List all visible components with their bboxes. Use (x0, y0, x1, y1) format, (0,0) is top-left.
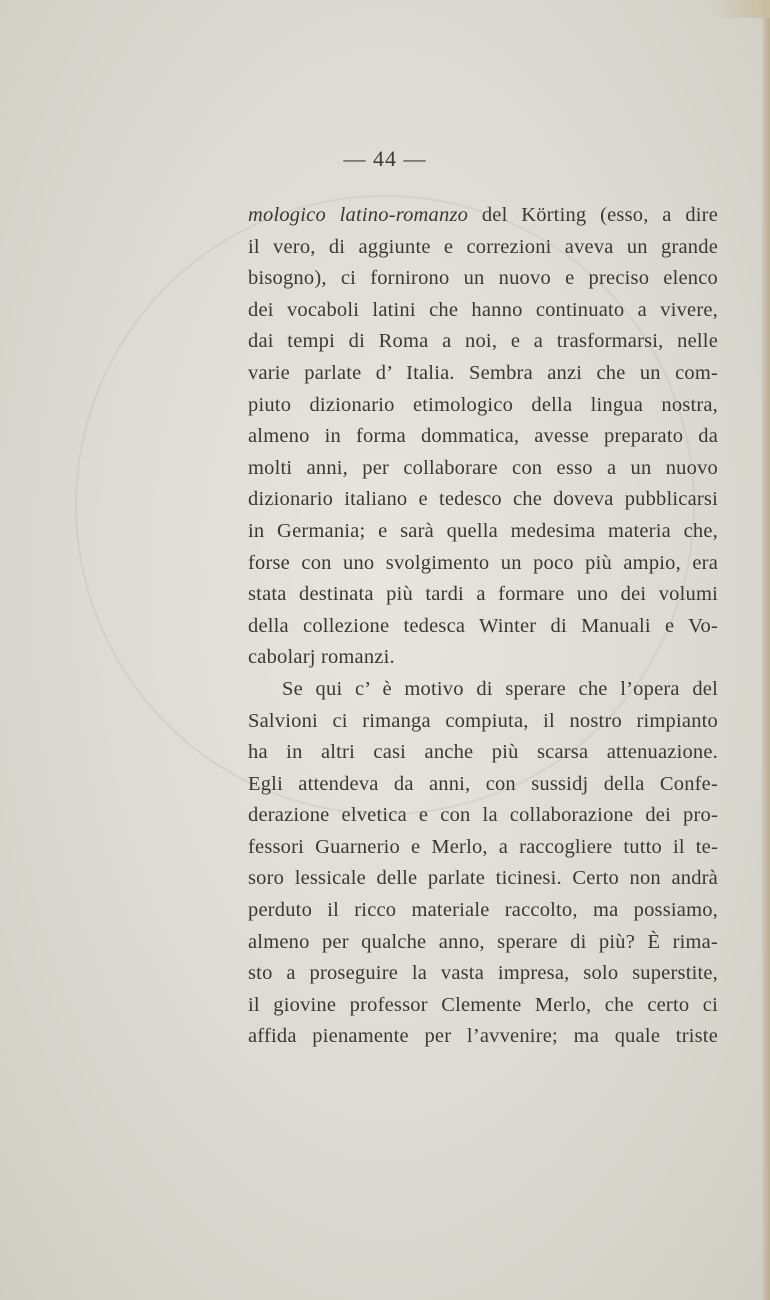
text-line (248, 200, 718, 232)
text-line: Egli attendeva da anni, con sussidj della Confe- (248, 772, 718, 795)
text-line: molti anni, per collaborare con esso a un nuovo (248, 456, 718, 479)
text-line: varie parlate d’ Italia. Sembra anzi che un com- (248, 361, 718, 384)
page-corner-stain (710, 0, 770, 18)
text-line: derazione elvetica e con la collaborazione dei pro- (248, 804, 718, 827)
text-line: soro lessicale delle parlate ticinesi. Certo non andrà (248, 867, 718, 890)
body-text (248, 200, 718, 1053)
text-line: sto a proseguire la vasta impresa, solo superstite, (248, 962, 718, 985)
text-line: il giovine professor Clemente Merlo, che certo ci (248, 993, 718, 1016)
text-line: forse con uno svolgimento un poco più ampio, era (248, 551, 718, 574)
text-span: del Körting (esso, a dire (468, 204, 718, 226)
text-line: Salvioni ci rimanga compiuta, il nostro rimpianto (248, 709, 718, 732)
page-edge (762, 0, 770, 1300)
text-line: almeno per qualche anno, sperare di più? È rima- (248, 930, 718, 953)
text-line: cabolarj romanzi. (248, 646, 395, 669)
text-line: dizionario italiano e tedesco che doveva pubblicarsi (248, 488, 718, 511)
text-line: piuto dizionario etimologico della lingua nostra, (248, 393, 718, 416)
text-line: dai tempi di Roma a noi, e a trasformarsi, nelle (248, 330, 718, 353)
text-line: bisogno), ci fornirono un nuovo e preciso elenco (248, 267, 718, 290)
text-line: ha in altri casi anche più scarsa attenuazione. (248, 741, 718, 764)
text-line: fessori Guarnerio e Merlo, a raccogliere tutto il te- (248, 835, 718, 858)
text-line: affida pienamente per l’avvenire; ma quale triste (248, 1025, 718, 1048)
text-line: Se qui c’ è motivo di sperare che l’opera del (282, 677, 718, 700)
text-line: della collezione tedesca Winter di Manuali e Vo- (248, 614, 718, 637)
text-line: in Germania; e sarà quella medesima materia che, (248, 519, 718, 542)
text-line: il vero, di aggiunte e correzioni aveva un grande (248, 235, 718, 258)
page-number: — 44 — (343, 146, 427, 171)
text-line: almeno in forma dommatica, avesse preparato da (248, 425, 718, 448)
text-line: dei vocaboli latini che hanno continuato a vivere, (248, 298, 718, 321)
text-line: stata destinata più tardi a formare uno dei volumi (248, 583, 718, 606)
text-line: perduto il ricco materiale raccolto, ma possiamo, (248, 899, 718, 922)
italic-title: mologico latino-romanzo (248, 204, 469, 226)
